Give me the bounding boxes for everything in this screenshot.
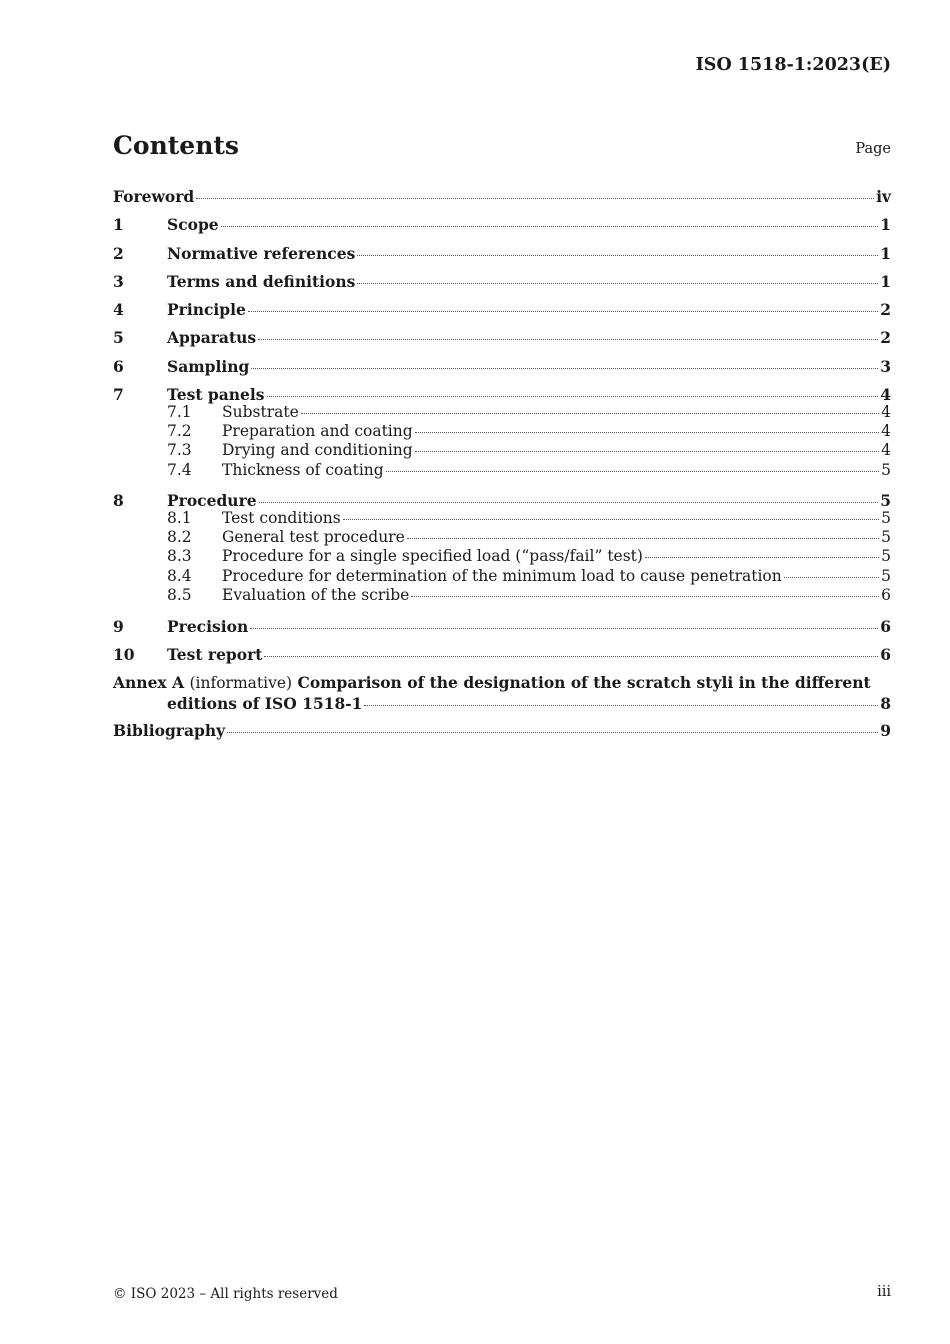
toc-entry-title: Procedure for a single specified load (“pass/fail” test) xyxy=(222,547,643,566)
toc-entry-title: Evaluation of the scribe xyxy=(222,586,410,605)
toc-entry-page: 5 xyxy=(881,547,891,566)
dot-leader xyxy=(251,368,878,369)
dot-leader xyxy=(259,502,879,503)
section-spacer xyxy=(113,606,891,615)
toc-entry-number: 5 xyxy=(113,328,124,348)
toc-entry-title: Thickness of coating xyxy=(222,460,384,479)
table-of-contents xyxy=(113,185,891,747)
toc-entry-page: 5 xyxy=(881,508,891,527)
annex-title-part1: Comparison of the designation of the scratch styli in the different xyxy=(297,673,871,693)
toc-entry-section-5[interactable] xyxy=(113,326,891,354)
toc-entry-title: Procedure for determination of the minimum load to cause penetration xyxy=(222,566,782,585)
dot-leader xyxy=(415,451,879,452)
toc-entry-page: 6 xyxy=(881,586,891,605)
toc-entry-title: Substrate xyxy=(222,402,299,421)
toc-entry-number: 1 xyxy=(113,215,124,235)
toc-entry-page: 4 xyxy=(881,421,891,440)
dot-leader xyxy=(343,519,879,520)
toc-entry-page: 5 xyxy=(881,528,891,547)
toc-entry-number: 8.4 xyxy=(167,566,192,585)
dot-leader xyxy=(415,432,879,433)
toc-entry-number: 7.1 xyxy=(167,402,192,421)
toc-entry-title: Foreword xyxy=(113,187,195,206)
toc-entry-page: 2 xyxy=(880,300,891,320)
dot-leader xyxy=(250,628,878,629)
toc-entry-section-8[interactable] xyxy=(113,489,891,509)
toc-entry-section-1[interactable] xyxy=(113,213,891,241)
dot-leader xyxy=(258,339,878,340)
toc-entry-page: 1 xyxy=(880,271,891,291)
toc-entry-number: 8.5 xyxy=(167,586,192,605)
toc-entry-annex-a[interactable] xyxy=(113,673,891,713)
dot-leader xyxy=(267,396,879,397)
toc-entry-bibliography[interactable] xyxy=(113,719,891,747)
toc-entry-subsection-8.3[interactable] xyxy=(113,547,891,566)
annex-qualifier: (informative) xyxy=(189,674,293,693)
toc-entry-number: 3 xyxy=(113,271,124,291)
toc-entry-number: 7 xyxy=(113,385,124,405)
toc-entry-number: 8.2 xyxy=(167,528,192,547)
toc-entry-number: 8.1 xyxy=(167,508,192,527)
toc-entry-title: Bibliography xyxy=(113,721,226,741)
toc-entry-page: 6 xyxy=(880,644,891,664)
dot-leader xyxy=(364,705,878,706)
toc-entry-number: 4 xyxy=(113,300,124,320)
document-id: ISO 1518-1:2023(E) xyxy=(695,55,891,75)
toc-entry-section-2[interactable] xyxy=(113,242,891,270)
toc-entry-number: 7.4 xyxy=(167,460,192,479)
toc-entry-page: 6 xyxy=(880,616,891,636)
toc-entry-number: 7.2 xyxy=(167,421,192,440)
toc-entry-section-4[interactable] xyxy=(113,298,891,326)
dot-leader xyxy=(407,538,879,539)
annex-label: Annex A xyxy=(113,673,185,693)
toc-entry-page: 4 xyxy=(880,385,891,405)
toc-entry-title: Scope xyxy=(167,215,219,235)
annex-title-line1 xyxy=(113,673,891,694)
dot-leader xyxy=(264,656,878,657)
toc-entry-page: 1 xyxy=(880,215,891,235)
toc-entry-title: Normative references xyxy=(167,243,356,263)
toc-entry-page: 2 xyxy=(880,328,891,348)
dot-leader xyxy=(645,557,879,558)
contents-title: Contents xyxy=(113,131,240,160)
page-column-label: Page xyxy=(855,141,891,157)
toc-entry-page: 1 xyxy=(880,243,891,263)
toc-entry-page: 8 xyxy=(880,693,891,713)
toc-entry-page: 5 xyxy=(881,566,891,585)
toc-entry-page: 4 xyxy=(881,441,891,460)
toc-entry-page: 3 xyxy=(880,356,891,376)
toc-entry-subsection-7.4[interactable] xyxy=(113,461,891,480)
toc-entry-number: 10 xyxy=(113,644,135,664)
toc-entry-title: Drying and conditioning xyxy=(222,441,413,460)
toc-entry-subsection-8.4[interactable] xyxy=(113,567,891,586)
toc-entry-title: Precision xyxy=(167,616,249,636)
toc-entry-number: 2 xyxy=(113,243,124,263)
toc-entry-number: 8 xyxy=(113,491,124,511)
toc-entry-title: Test panels xyxy=(167,385,265,405)
toc-entry-section-9[interactable] xyxy=(113,615,891,643)
toc-entry-number: 9 xyxy=(113,616,124,636)
toc-entry-title: Principle xyxy=(167,300,246,320)
toc-entry-number: 6 xyxy=(113,356,124,376)
dot-leader xyxy=(411,596,879,597)
annex-title-part2: editions of ISO 1518-1 xyxy=(167,693,363,713)
toc-entry-title: General test procedure xyxy=(222,528,405,547)
dot-leader xyxy=(248,311,878,312)
toc-entry-title: Test report xyxy=(167,644,263,664)
toc-entry-title: Sampling xyxy=(167,356,250,376)
toc-entry-subsection-7.1[interactable] xyxy=(113,403,891,422)
toc-entry-page: 9 xyxy=(880,721,891,741)
toc-entry-title: Test conditions xyxy=(222,508,341,527)
dot-leader xyxy=(357,283,878,284)
dot-leader xyxy=(784,577,879,578)
toc-entry-subsection-7.3[interactable] xyxy=(113,441,891,460)
section-spacer xyxy=(113,480,891,489)
footer-copyright: © ISO 2023 – All rights reserved xyxy=(113,1286,338,1302)
toc-entry-page: 5 xyxy=(880,491,891,511)
toc-entry-page: 4 xyxy=(881,402,891,421)
toc-entry-title: Procedure xyxy=(167,491,257,511)
dot-leader xyxy=(221,226,879,227)
dot-leader xyxy=(301,413,879,414)
toc-entry-title: Preparation and coating xyxy=(222,421,413,440)
toc-entry-section-6[interactable] xyxy=(113,355,891,383)
toc-entry-title: Terms and definitions xyxy=(167,271,356,291)
dot-leader xyxy=(196,198,874,199)
toc-entry-page: iv xyxy=(876,187,891,206)
toc-entry-subsection-8.1[interactable] xyxy=(113,509,891,528)
toc-entry-section-7[interactable] xyxy=(113,383,891,403)
footer-page-number: iii xyxy=(877,1284,891,1300)
toc-entry-subsection-8.5[interactable] xyxy=(113,586,891,605)
toc-entry-subsection-7.2[interactable] xyxy=(113,422,891,441)
dot-leader xyxy=(386,471,879,472)
toc-entry-foreword[interactable] xyxy=(113,185,891,213)
annex-title-line2 xyxy=(113,694,891,714)
dot-leader xyxy=(227,732,878,733)
dot-leader xyxy=(357,255,878,256)
toc-entry-section-10[interactable] xyxy=(113,643,891,671)
toc-entry-page: 5 xyxy=(881,460,891,479)
toc-entry-section-3[interactable] xyxy=(113,270,891,298)
toc-entry-subsection-8.2[interactable] xyxy=(113,528,891,547)
toc-entry-number: 8.3 xyxy=(167,547,192,566)
toc-entry-title: Apparatus xyxy=(167,328,257,348)
toc-entry-number: 7.3 xyxy=(167,441,192,460)
